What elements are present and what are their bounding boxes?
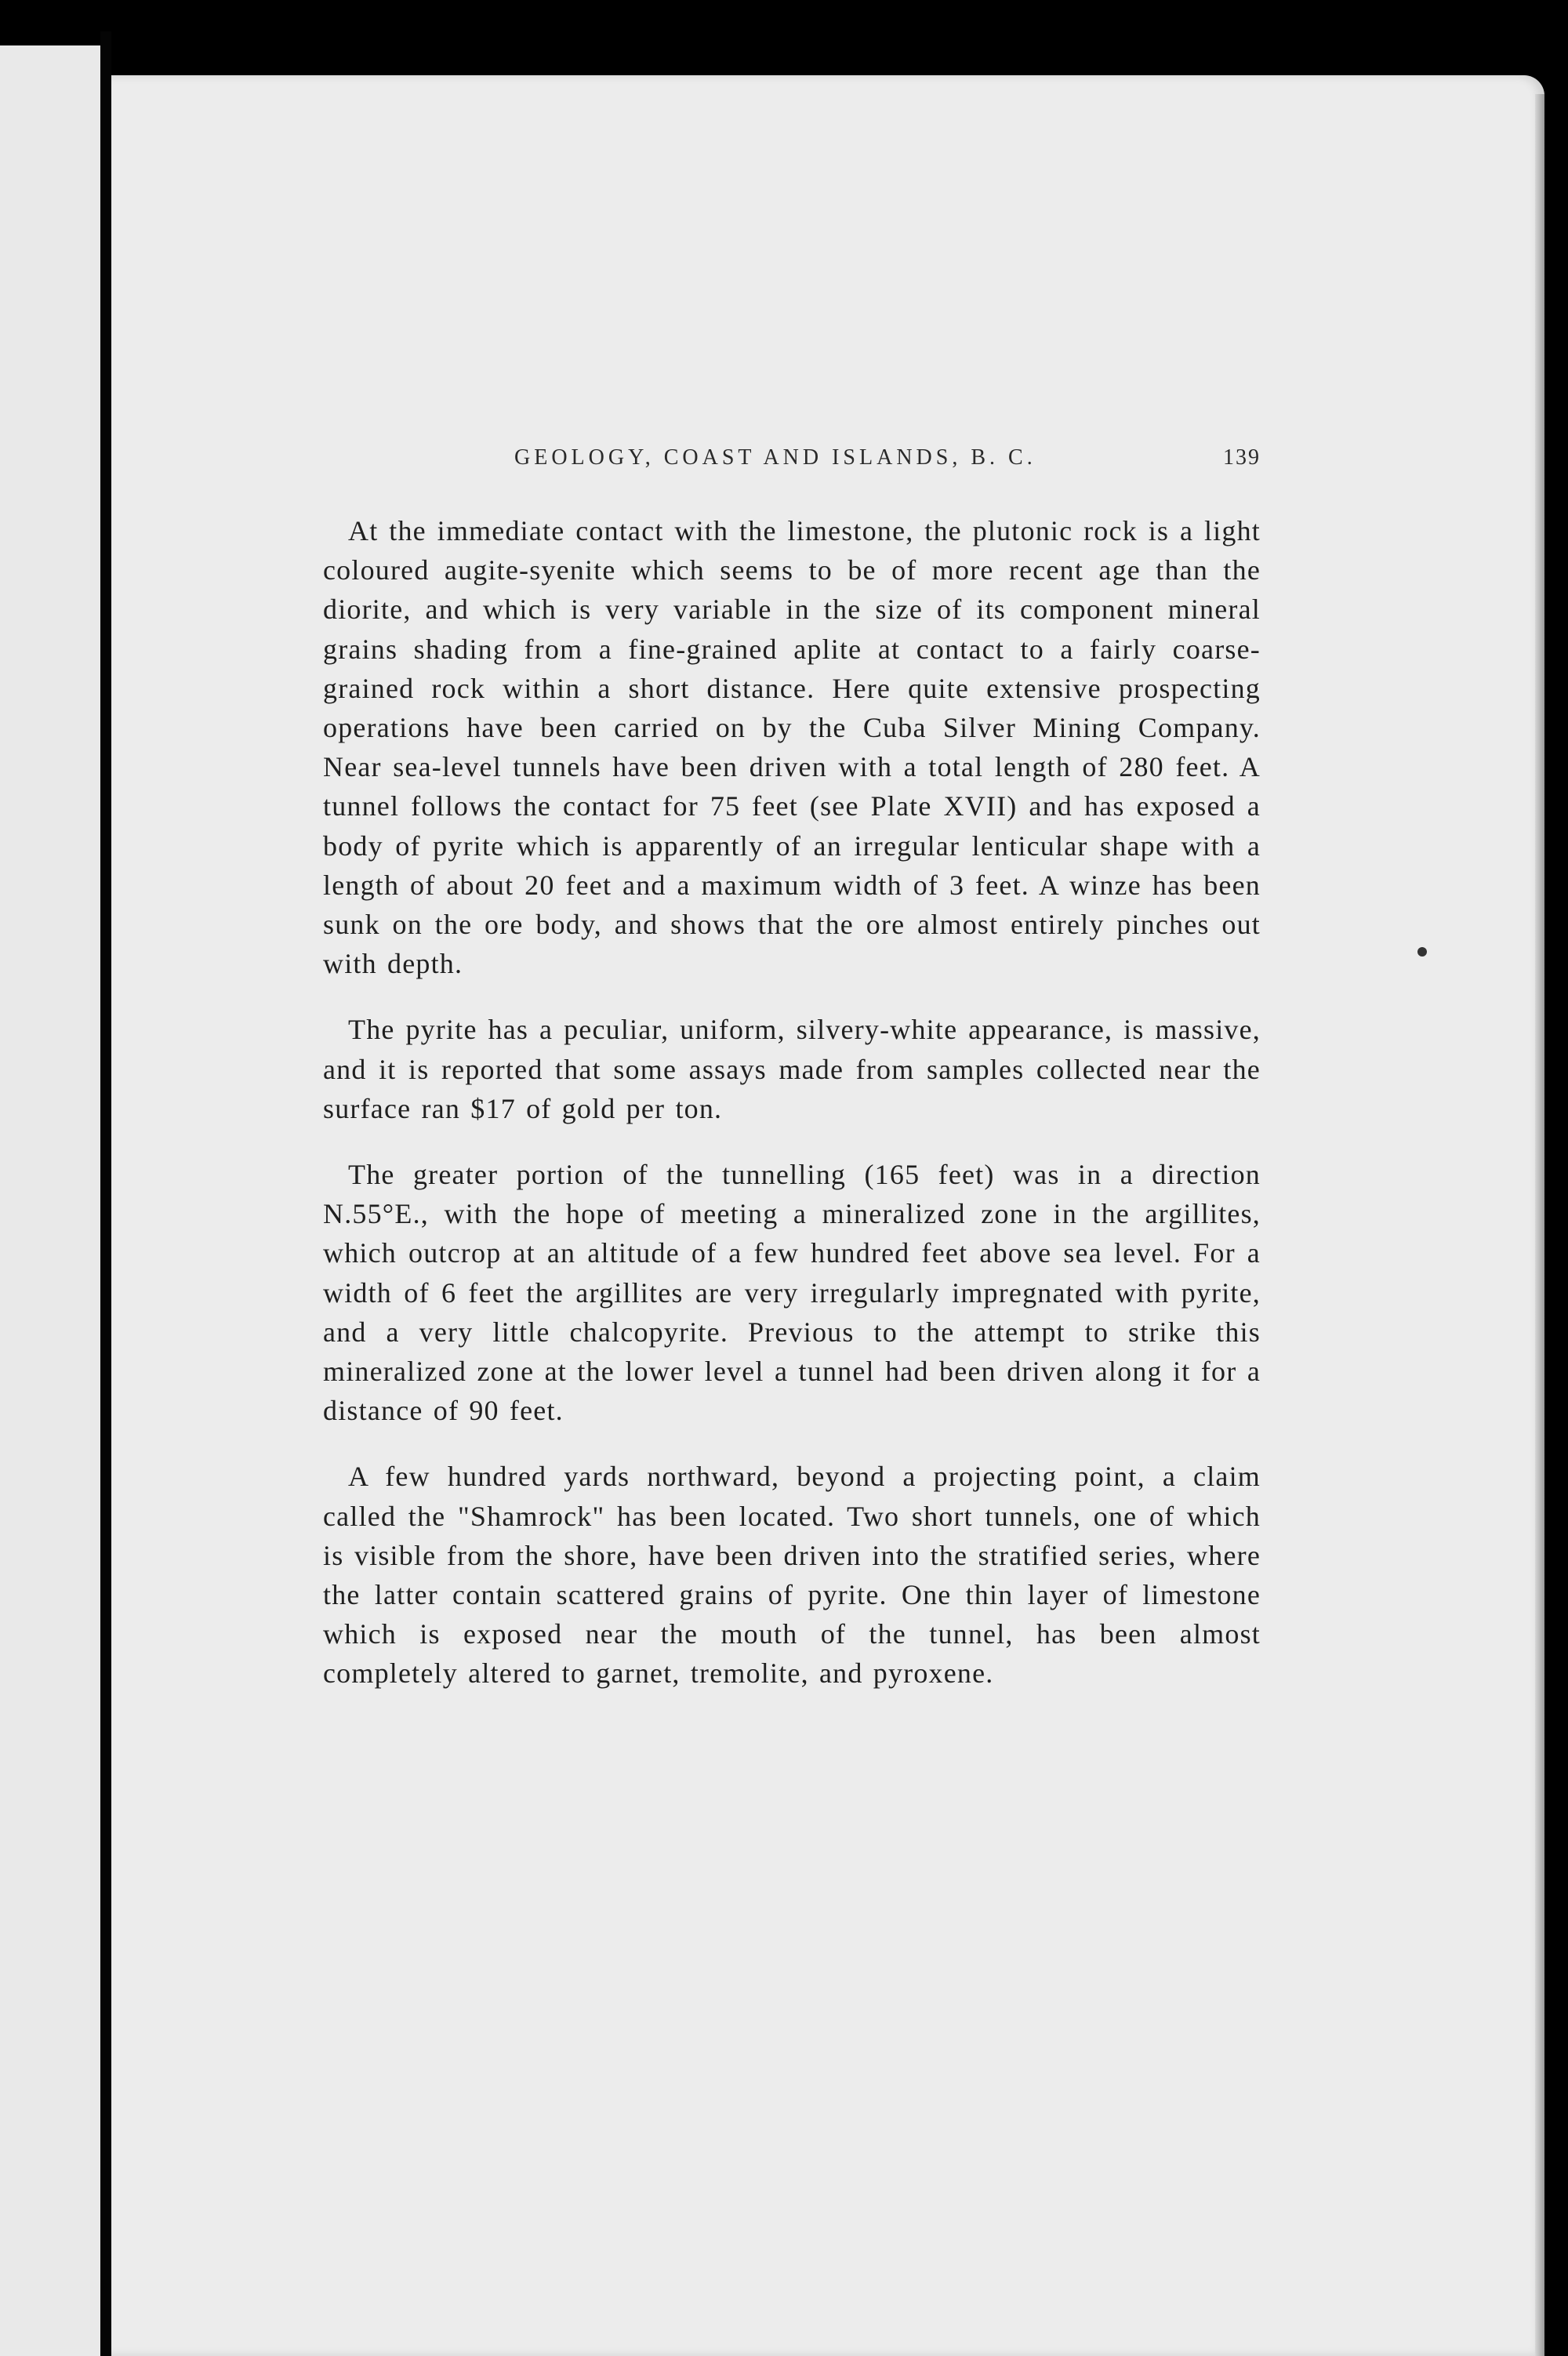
paragraph-contact-syenite: At the immediate contact with the limestone, the plutonic rock is a light coloured augite-syenite which seems to be of more recent age than the diorite, and which is very variable in the size of its component mineral grains shading from a fine-grained aplite at contact to a fairly coarse-grained rock within a short distance. Here quite extensive prospecting operations have been carried on by the Cuba Silver Mining Company. Near sea-level tunnels have been driven with a total length of 280 feet. A tunnel follows the contact for 75 feet (see Plate XVII) and has exposed a body of pyrite which is apparently of an irregular lenticular shape with a length of about 20 feet and a maximum width of 3 feet. A winze has been sunk on the ore body, and shows that the ore almost entirely pinches out with depth.: [323, 515, 1261, 980]
page-number: 139: [1223, 445, 1261, 470]
paragraph-tunnelling: The greater portion of the tunnelling (165 feet) was in a direction N.55°E., with the hope of meeting a mineralized zone in the argillites, which outcrop at an altitude of a few hundred feet above sea level. For a width of 6 feet the argillites are very irregularly impregnated with pyrite, and a very little chalcopyrite. Previous to the attempt to strike this mineralized zone at the lower level a tunnel had been driven along it for a distance of 90 feet.: [323, 1159, 1261, 1427]
dust-speck: [1417, 947, 1427, 957]
running-head-title: GEOLOGY, COAST AND ISLANDS, B. C.: [514, 445, 1036, 470]
paragraph-pyrite-appearance: The pyrite has a peculiar, uniform, silvery-white appearance, is massive, and it is reported that some assays made from samples collected near the surface ran $17 of gold per ton.: [323, 1014, 1261, 1124]
page-edge-shadow: [1535, 94, 1544, 2356]
body-text: [323, 511, 1261, 1720]
running-head: [323, 445, 1261, 477]
binding-gutter: [100, 31, 111, 2356]
previous-page-edge: [0, 45, 100, 2356]
paragraph-shamrock-claim: A few hundred yards northward, beyond a projecting point, a claim called the "Shamrock" has been located. Two short tunnels, one of which is visible from the shore, have been driven into the stratified series, where the latter contain scattered grains of pyrite. One thin layer of limestone which is exposed near the mouth of the tunnel, has been almost completely altered to garnet, tremolite, and pyroxene.: [323, 1461, 1261, 1690]
